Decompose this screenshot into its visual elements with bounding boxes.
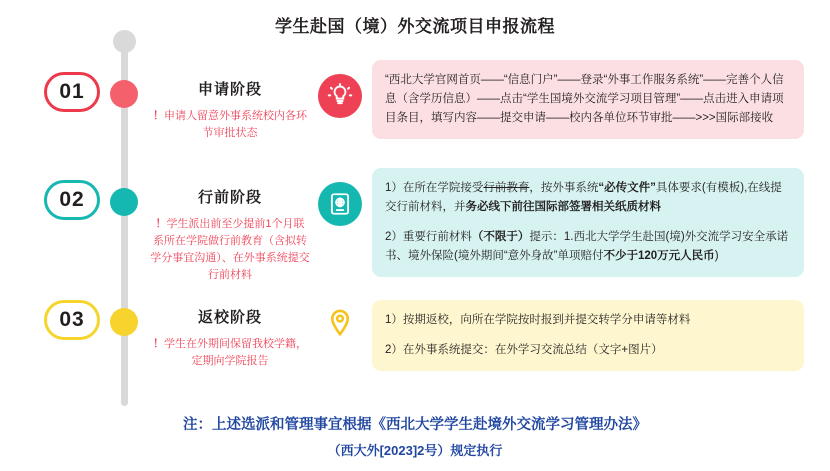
stage-content-paragraph: 2）在外事系统提交：在外学习交流总结（文字+图片） <box>385 344 663 356</box>
stage-number-badge-2: 02 <box>44 180 100 220</box>
stage-label-3 <box>150 306 310 370</box>
stage-note-text-1: 申请人留意外事系统校内各环节审批状态 <box>164 110 307 139</box>
stage-content-paragraph: 2）重要行前材料（不限于）提示：1.西北大学学生赴国(境)外交流学习安全承诺书、境外保险(境外期间“意外身故”单项赔付不少于120万元人民币) <box>385 231 789 262</box>
page-title: 学生赴国（境）外交流项目申报流程 <box>275 17 555 36</box>
stage-note-mark-2: ！ <box>155 218 167 230</box>
location-pin-icon <box>318 302 362 346</box>
stage-content-card-3 <box>372 300 804 371</box>
stage-content-paragraph: 1）在所在学院接受行前教育，按外事系统“必传文件”具体要求(有模板),在线提交行前材料，并务必线下前往国际部签署相关纸质材料 <box>385 182 782 213</box>
stage-title-1: 申请阶段 <box>197 81 262 98</box>
stage-note-1 <box>150 108 310 142</box>
stage-note-2 <box>150 216 310 284</box>
stage-content-paragraph: 1）按期返校，向所在学院按时报到并提交转学分申请等材料 <box>385 314 691 326</box>
stage-note-text-2: 学生派出前至少提前1个月联系所在学院做行前教育（含拟转学分事宜沟通）、在外事系统提交行前材料 <box>150 218 310 281</box>
stage-number-badge-3: 03 <box>44 300 100 340</box>
stage-title-3: 返校阶段 <box>197 309 262 326</box>
stage-note-mark-1: ！ <box>153 110 164 122</box>
stage-content-card-1 <box>372 60 804 139</box>
footnote <box>0 413 830 463</box>
passport-icon <box>318 182 362 226</box>
stage-title-2: 行前阶段 <box>197 189 262 206</box>
stage-label-2 <box>150 186 310 284</box>
stage-note-text-3: 学生在外期间保留我校学籍，定期向学院报告 <box>164 338 307 367</box>
lightbulb-icon <box>318 74 362 118</box>
stage-number-badge-1: 01 <box>44 72 100 112</box>
stage-note-3 <box>150 336 310 370</box>
timeline-dot-3 <box>110 308 138 336</box>
stage-note-mark-3: ！ <box>153 338 164 350</box>
footnote-line-2: （西大外[2023]2号）规定执行 <box>327 443 503 458</box>
stage-content-paragraph: “西北大学官网首页——“信息门户”——登录“外事工作服务系统”——完善个人信息（含学历信息）——点击“学生国境外交流学习项目管理”——点击进入申请项目条目，填写内容——提交申请——校内各单位环节审批——>>>国际部接收 <box>385 74 784 124</box>
timeline-dot-1 <box>110 80 138 108</box>
stage-content-card-2 <box>372 168 804 277</box>
footnote-line-1: 注：上述选派和管理事宜根据《西北大学学生赴境外交流学习管理办法》 <box>183 417 647 433</box>
stage-label-1 <box>150 78 310 142</box>
timeline-dot-2 <box>110 188 138 216</box>
